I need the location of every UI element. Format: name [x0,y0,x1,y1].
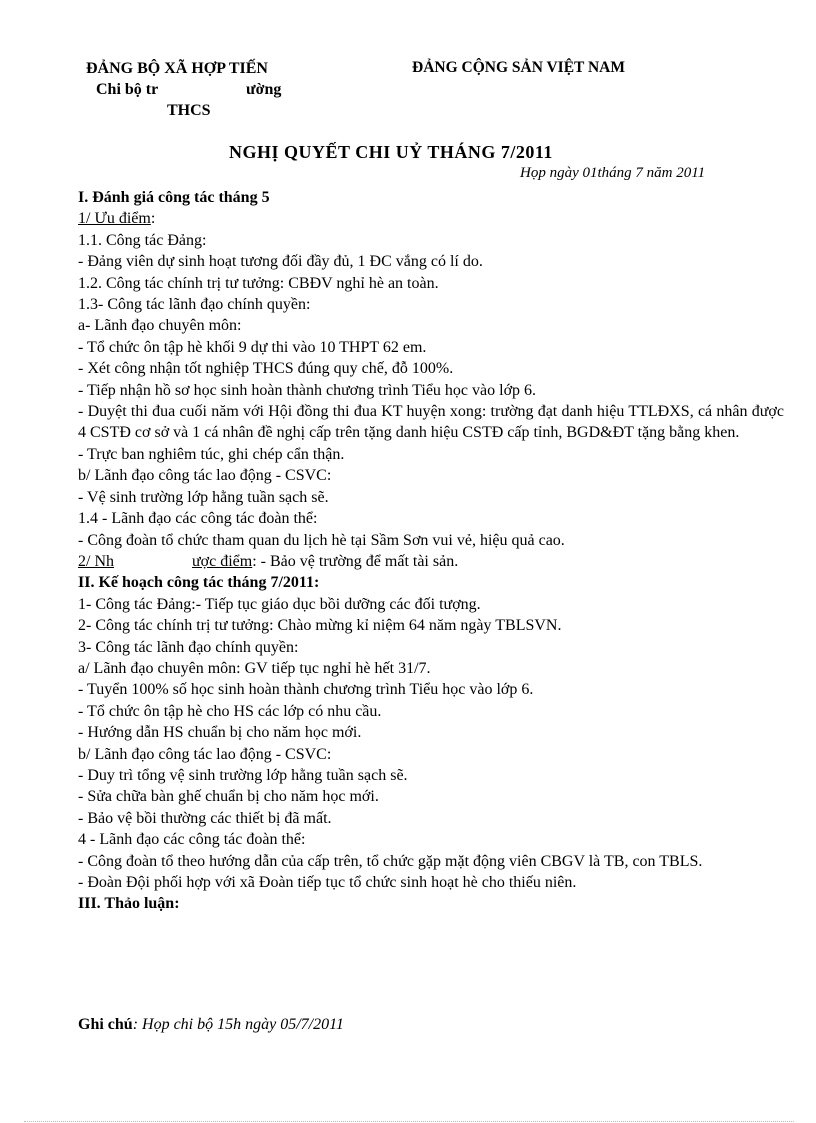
page-title: NGHỊ QUYẾT CHI UỶ THÁNG 7/2011 [229,142,553,162]
line-07: - Xét công nhận tốt nghiệp THCS đúng quy chế, đỗ 100%. [78,360,454,378]
advantages-label: 1/ Ưu điểm [78,210,151,228]
disadvantages-text: : - Bảo vệ trường để mất tài sản. [252,552,459,570]
branch-name-part2: ường [246,81,282,98]
disadvantages-line [78,551,784,572]
line-28: - Đoàn Đội phối hợp với xã Đoàn tiếp tục tổ chức sinh hoạt hè cho thiếu niên. [78,874,577,891]
line-15: 1- Công tác Đảng:- Tiếp tục giáo dục bồi dưỡng các đối tượng. [78,595,481,613]
section-3-title: III. Thảo luận: [78,895,180,913]
section-1-title: I. Đánh giá công tác tháng 5 [78,189,270,206]
line-19: - Tuyển 100% số học sinh hoàn thành chương trình Tiểu học vào lớp 6. [78,681,534,699]
line-22: b/ Lãnh đạo công tác lao động - CSVC: [78,745,332,763]
line-05: a- Lãnh đạo chuyên môn: [78,317,242,335]
advantages-heading [78,208,784,229]
section-2-title: II. Kế hoạch công tác tháng 7/2011: [78,574,320,592]
footnote-label: Ghi chú [78,1016,133,1033]
meeting-date: Họp ngày 01tháng 7 năm 2011 [520,165,706,181]
line-16: 2- Công tác chính trị tư tưởng: Chào mừng kỉ niệm 64 năm ngày TBLSVN. [78,617,562,635]
line-10: - Trực ban nghiêm túc, ghi chép cẩn thận. [78,445,345,463]
line-02: - Đảng viên dự sinh hoạt tương đối đầy đủ, 1 ĐC vắng có lí do. [78,253,483,271]
org-right: ĐẢNG CỘNG SẢN VIỆT NAM [412,59,626,76]
line-03: 1.2. Công tác chính trị tư tưởng: CBĐV nghỉ hè an toàn. [78,274,439,292]
line-11: b/ Lãnh đạo công tác lao động - CSVC: [78,467,332,485]
line-13: 1.4 - Lãnh đạo các công tác đoàn thể: [78,510,318,528]
document-body [78,187,784,915]
branch-name-part1: Chi bộ tr [96,81,159,98]
line-18: a/ Lãnh đạo chuyên môn: GV tiếp tục nghỉ hè hết 31/7. [78,659,431,677]
line-06: - Tổ chức ôn tập hè khối 9 dự thi vào 10 THPT 62 em. [78,338,427,356]
line-09: - Duyệt thi đua cuối năm với Hội đồng thi đua KT huyện xong: trường đạt danh hiệu TTLĐXS, cá nhân được 4 CSTĐ cơ sở và 1 cá nhân đề nghị cấp trên tặng danh hiệu CSTĐ cấp tỉnh, BGD&ĐT tặng bằng khen. [78,403,784,442]
footnote-text: : Họp chi bộ 15h ngày 05/7/2011 [132,1016,344,1033]
line-08: - Tiếp nhận hồ sơ học sinh hoàn thành chương trình Tiểu học vào lớp 6. [78,381,537,399]
line-26: 4 - Lãnh đạo các công tác đoàn thể: [78,831,306,849]
line-17: 3- Công tác lãnh đạo chính quyền: [78,638,299,656]
advantages-colon: : [150,210,156,228]
branch-name-part3: THCS [167,102,211,119]
disadvantages-label-part1: 2/ Nh [78,552,114,570]
line-25: - Bảo vệ bồi thường các thiết bị đã mất. [78,809,332,827]
line-14: - Công đoàn tổ chức tham quan du lịch hè tại Sầm Sơn vui vẻ, hiệu quả cao. [78,531,565,549]
page-bottom-divider [24,1121,794,1122]
line-27: - Công đoàn tổ theo hướng dẫn của cấp trên, tổ chức gặp mặt động viên CBGV là TB, con TBLS. [78,852,703,870]
footnote [78,1016,344,1034]
line-20: - Tổ chức ôn tập hè cho HS các lớp có nhu cầu. [78,702,382,720]
line-01: 1.1. Công tác Đảng: [78,231,207,249]
line-23: - Duy trì tổng vệ sinh trường lớp hằng tuần sạch sẽ. [78,766,408,784]
org-left: ĐẢNG BỘ XÃ HỢP TIẾN [86,60,268,77]
line-12: - Vệ sinh trường lớp hằng tuần sạch sẽ. [78,488,329,506]
line-24: - Sửa chữa bàn ghế chuẩn bị cho năm học mới. [78,788,379,806]
line-21: - Hướng dẫn HS chuẩn bị cho năm học mới. [78,724,362,742]
disadvantages-label-part2: ược điểm [192,552,253,570]
line-04: 1.3- Công tác lãnh đạo chính quyền: [78,296,311,314]
